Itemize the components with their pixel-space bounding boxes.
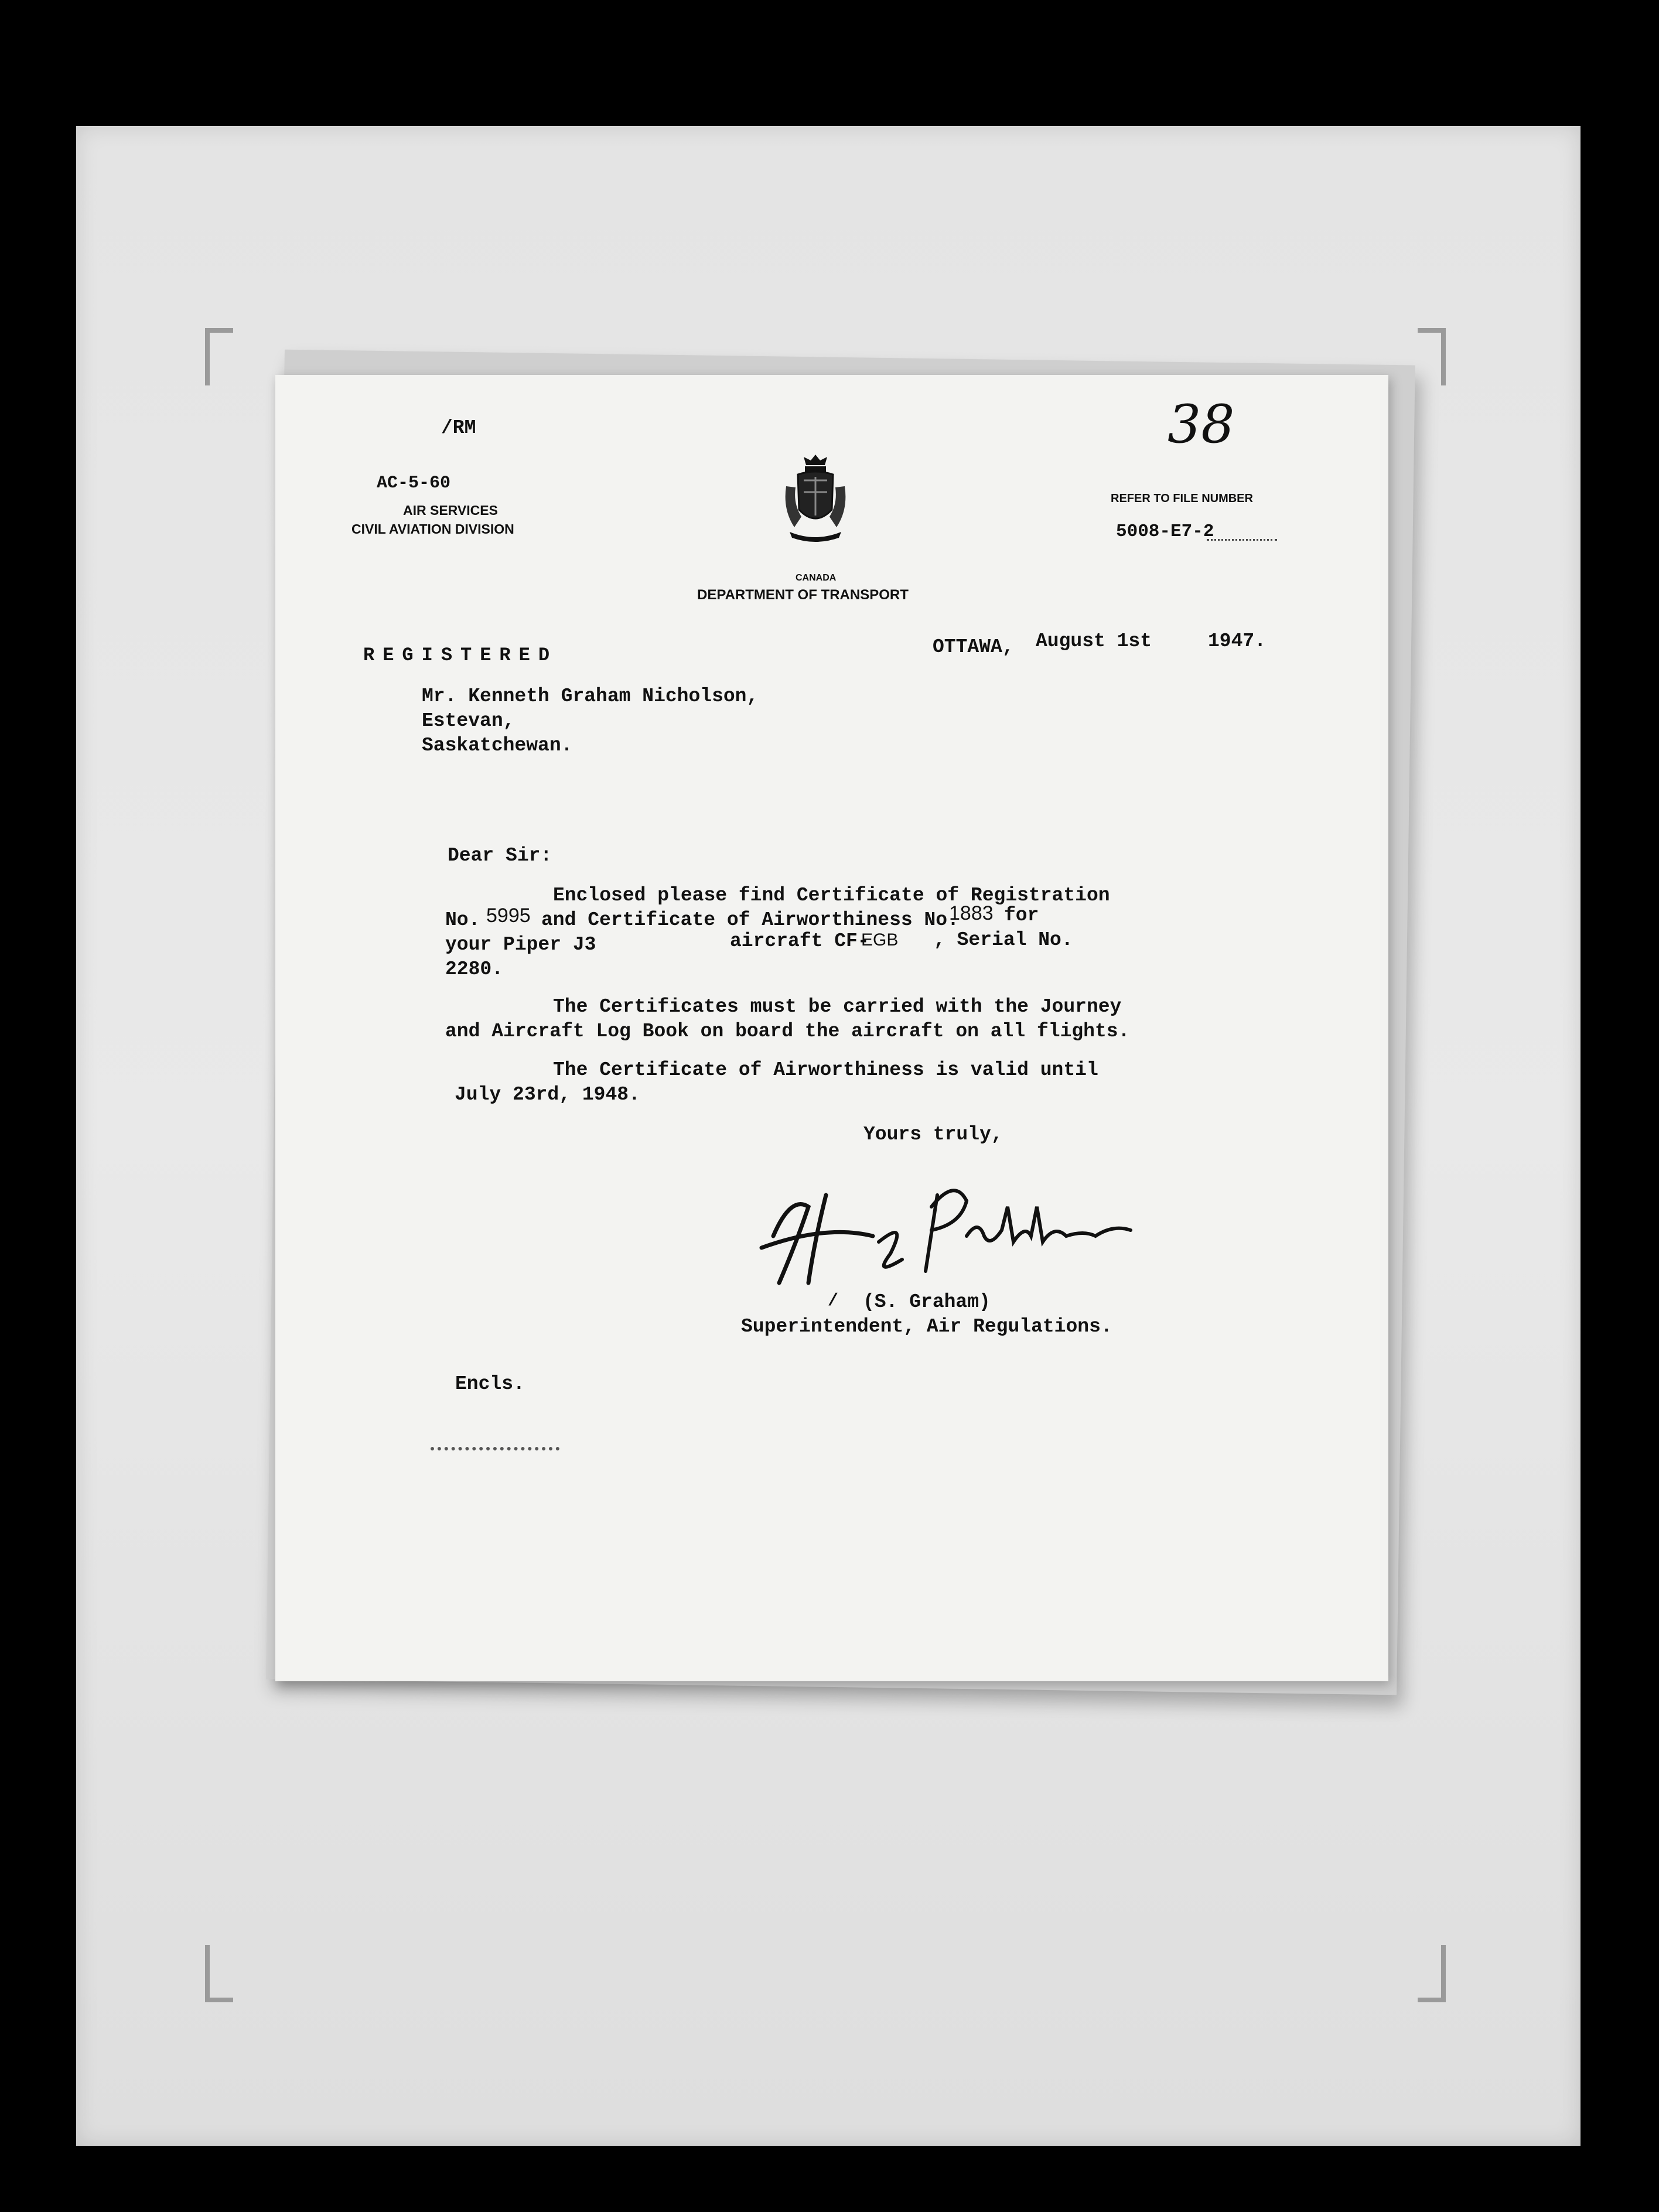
signatory-title: Superintendent, Air Regulations. [741,1316,1112,1337]
body-paragraph-3-line-1: The Certificate of Airworthiness is valid until [553,1059,1098,1081]
body-paragraph-1-line-3c: , Serial No. [934,929,1073,951]
signatory-name: (S. Graham) [863,1291,991,1313]
refer-file-number: 5008-E7-2 [1116,521,1214,542]
body-paragraph-1-line-2b: and Certificate of Airworthiness No. [541,909,959,931]
letter-year: 1947. [1208,630,1267,652]
recipient-province: Saskatchewan. [422,735,573,756]
crop-mark-top-left [205,328,233,385]
body-paragraph-1-line-3b: aircraft CF- [730,930,869,952]
aircraft-registration-mark: EGB [861,930,899,950]
file-number-rule [1207,539,1277,541]
crop-mark-top-right [1418,328,1446,385]
crop-mark-bottom-right [1418,1945,1446,2002]
registration-number: 5995 [486,904,531,927]
body-paragraph-2-line-2: and Aircraft Log Book on board the aircraft on all flights. [445,1020,1130,1042]
recipient-name: Mr. Kenneth Graham Nicholson, [422,685,759,707]
crop-mark-bottom-left [205,1945,233,2002]
file-code: AC-5-60 [377,473,451,493]
serial-number: 2280. [445,958,504,980]
reference-initials: /RM [441,417,476,439]
crest-country-label: CANADA [796,573,837,583]
department-name: DEPARTMENT OF TRANSPORT [697,587,909,603]
body-paragraph-2-line-1: The Certificates must be carried with the Journey [553,996,1122,1018]
department-division: CIVIL AVIATION DIVISION [351,521,514,537]
signature-prefix: / [828,1291,839,1311]
body-paragraph-1-line-2a: No. [445,909,480,931]
refer-to-file-label: REFER TO FILE NUMBER [1111,492,1253,505]
department-unit: AIR SERVICES [403,503,498,518]
body-paragraph-1-line-2c: for [1004,904,1039,926]
airworthiness-number: 1883 [949,902,994,924]
letter-place: OTTAWA, [933,636,1014,658]
letter-date: August 1st [1036,630,1152,652]
letter-page [275,375,1388,1681]
canadian-coat-of-arms-icon [780,451,851,545]
dotted-rule [431,1447,559,1450]
handwritten-page-number: 38 [1168,394,1235,455]
recipient-town: Estevan, [422,710,515,732]
registered-mark: REGISTERED [363,644,558,666]
body-paragraph-3-line-2: July 23rd, 1948. [455,1084,640,1105]
enclosures-note: Encls. [455,1373,525,1395]
body-paragraph-1-line-1: Enclosed please find Certificate of Registration [553,885,1110,906]
body-paragraph-1-line-3a: your Piper J3 [445,934,596,955]
salutation: Dear Sir: [448,845,552,866]
closing: Yours truly, [863,1124,1003,1145]
